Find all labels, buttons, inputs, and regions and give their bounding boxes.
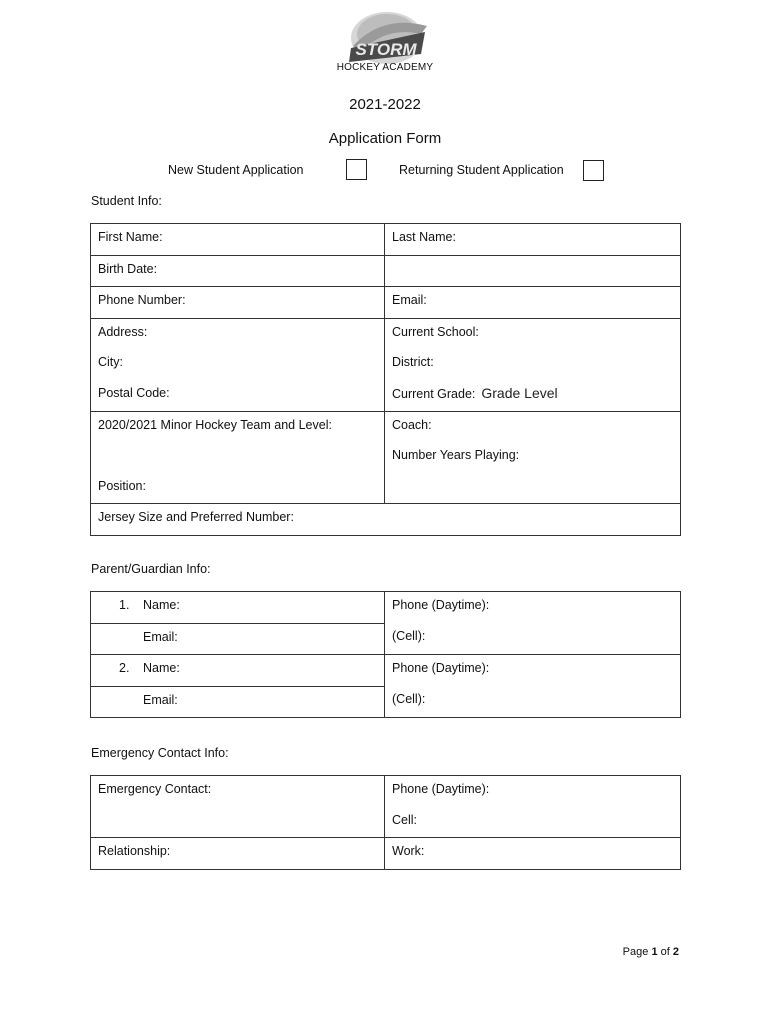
- new-student-checkbox[interactable]: [346, 159, 367, 180]
- jersey-field[interactable]: [91, 504, 681, 536]
- parent2-name-field[interactable]: [91, 655, 385, 687]
- parent1-number: 1.: [119, 598, 130, 612]
- postal-code-label: Postal Code:: [98, 385, 170, 400]
- address-block[interactable]: [91, 318, 385, 411]
- position-label: Position:: [98, 478, 146, 493]
- form-title: Application Form: [328, 130, 442, 147]
- coach-block[interactable]: [385, 411, 681, 504]
- first-name-label: First Name:: [98, 230, 163, 244]
- page-total: 2: [672, 946, 679, 958]
- emergency-info-table: [90, 775, 681, 870]
- team-block[interactable]: [91, 411, 385, 504]
- address-label: Address:: [98, 324, 148, 339]
- student-info-heading: Student Info:: [91, 194, 162, 208]
- work-field[interactable]: [385, 838, 681, 870]
- city-label: City:: [98, 355, 123, 370]
- emergency-info-heading: Emergency Contact Info:: [91, 746, 229, 760]
- phone-number-label: Phone Number:: [98, 293, 186, 308]
- parent1-email-field[interactable]: [91, 623, 385, 655]
- birth-date-field[interactable]: [91, 255, 385, 287]
- current-grade-label: Current Grade:: [392, 386, 476, 401]
- emergency-contact-field[interactable]: [91, 776, 385, 838]
- parent-info-table: [90, 591, 681, 718]
- returning-student-label: Returning Student Application: [399, 163, 564, 177]
- parent1-phone-block[interactable]: [385, 592, 681, 655]
- parent1-email-label: Email:: [143, 629, 178, 644]
- parent2-name-label: Name:: [143, 661, 180, 676]
- parent2-phone-daytime-label: Phone (Daytime):: [392, 661, 490, 676]
- parent2-email-field[interactable]: [91, 686, 385, 718]
- email-field[interactable]: [385, 287, 681, 319]
- first-name-field[interactable]: [91, 224, 385, 256]
- relationship-label: Relationship:: [98, 844, 171, 859]
- relationship-field[interactable]: [91, 838, 385, 870]
- form-year: 2021-2022: [349, 96, 421, 113]
- parent-info-heading: Parent/Guardian Info:: [91, 562, 211, 576]
- emergency-cell-label: Cell:: [392, 812, 418, 827]
- student-info-table: [90, 223, 681, 536]
- district-label: District:: [392, 355, 434, 370]
- coach-label: Coach:: [392, 417, 432, 432]
- page-current: 1: [651, 946, 658, 958]
- email-label: Email:: [392, 293, 427, 308]
- current-school-label: Current School:: [392, 324, 479, 339]
- parent2-phone-block[interactable]: [385, 655, 681, 718]
- parent2-email-label: Email:: [143, 692, 178, 707]
- parent1-phone-daytime-label: Phone (Daytime):: [392, 598, 490, 612]
- parent2-cell-label: (Cell):: [392, 691, 426, 706]
- emergency-phone-daytime-label: Phone (Daytime):: [392, 782, 490, 796]
- logo-subtitle: HOCKEY ACADEMY: [336, 62, 434, 73]
- birth-date-label: Birth Date:: [98, 261, 158, 276]
- jersey-label: Jersey Size and Preferred Number:: [98, 510, 294, 525]
- blank-cell[interactable]: [385, 255, 681, 287]
- work-label: Work:: [392, 844, 425, 859]
- page-of: of: [660, 946, 670, 958]
- page-prefix: Page: [622, 946, 649, 958]
- emergency-contact-label: Emergency Contact:: [98, 782, 212, 796]
- current-grade-value[interactable]: Grade Level: [481, 384, 558, 401]
- parent1-name-label: Name:: [143, 598, 180, 612]
- parent2-number: 2.: [119, 661, 130, 676]
- last-name-label: Last Name:: [392, 230, 456, 244]
- page-number: [623, 946, 679, 958]
- logo-wordmark: STORM: [355, 40, 417, 59]
- school-block[interactable]: [385, 318, 681, 411]
- emergency-phone-block[interactable]: [385, 776, 681, 838]
- team-level-label: 2020/2021 Minor Hockey Team and Level:: [98, 417, 332, 432]
- parent1-name-field[interactable]: [91, 592, 385, 624]
- new-student-label: New Student Application: [168, 163, 304, 177]
- phone-number-field[interactable]: [91, 287, 385, 319]
- returning-student-checkbox[interactable]: [583, 160, 604, 181]
- last-name-field[interactable]: [385, 224, 681, 256]
- years-playing-label: Number Years Playing:: [392, 448, 520, 463]
- parent1-cell-label: (Cell):: [392, 628, 426, 643]
